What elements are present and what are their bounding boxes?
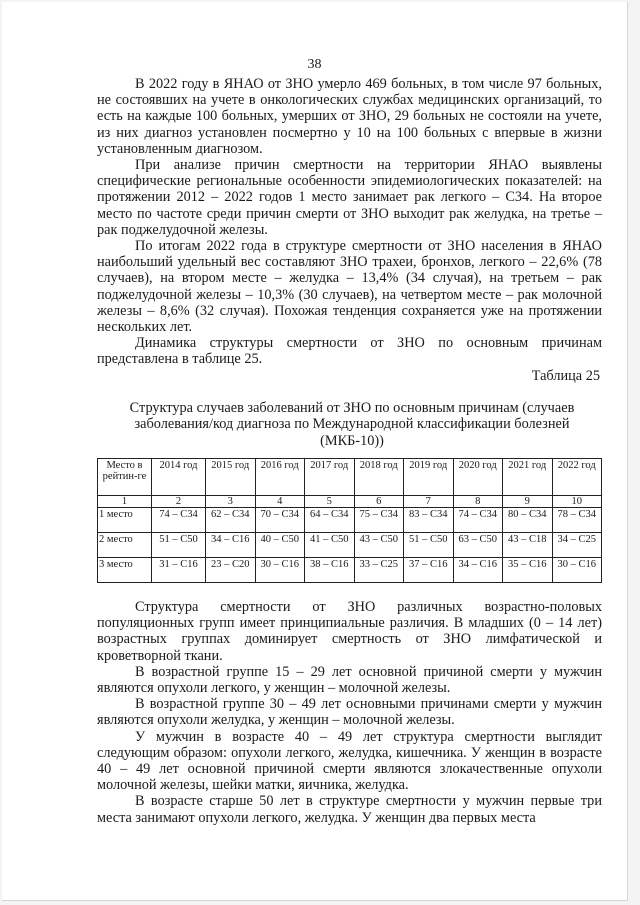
table-header-cell: 2021 год [503,459,553,496]
table-cell: 80 – С34 [503,508,553,533]
table-cell: 62 – С34 [206,508,256,533]
table-header-cell: 2015 год [206,459,256,496]
table-cell: 64 – С34 [305,508,355,533]
column-number: 1 [98,496,152,508]
column-number: 7 [404,496,454,508]
paragraph: При анализе причин смертности на территории ЯНАО выявлены специфические региональные особенности эпидемиологических показателей: на протяжении 2012 – 2022 годов 1 место занимает рак легкого – С34. На второе место по частоте среди причин смерти от ЗНО выходит рак желудка, на третье – рак поджелудочной железы. [97,157,602,238]
table-header-row [98,459,602,496]
paragraph: Структура смертности от ЗНО различных возрастно-половых популяционных групп имеет принципиальные различия. В младших (0 – 14 лет) возрастных группах доминирует смертность от ЗНО лимфатической и кроветворной ткани. [97,599,602,664]
table-cell: 51 – С50 [152,533,206,558]
table-header-cell: 2019 год [404,459,454,496]
table-row [98,533,602,558]
paragraph: В возрастной группе 30 – 49 лет основными причинами смерти у мужчин являются опухоли желудка, у женщин – молочной железы. [97,696,602,729]
column-number-row [98,496,602,508]
column-number: 2 [152,496,206,508]
text-block-bottom [97,599,602,826]
table-header-cell: 2014 год [152,459,206,496]
table-title: Структура случаев заболеваний от ЗНО по основным причинам (случаев заболевания/код диагноза по Международной классификации болезней (МКБ-10)) [129,400,575,449]
table-cell-place: 1 место [98,508,152,533]
table-cell: 63 – С50 [453,533,503,558]
page-number: 38 [307,57,322,72]
table-cell: 78 – С34 [552,508,602,533]
text-block-top [97,76,602,368]
paragraph: У мужчин в возрасте 40 – 49 лет структура смертности выглядит следующим образом: опухоли легкого, желудка, кишечника. У женщин в возрасте 40 – 49 лет основной причиной смерти являются злокачественные опухоли молочной железы, шейки матки, яичника, желудка. [97,728,602,794]
table-cell: 51 – С50 [404,533,454,558]
table-cell: 43 – С18 [503,533,553,558]
table-label: Таблица 25 [531,368,600,384]
paragraph: В возрастной группе 15 – 29 лет основной причиной смерти у мужчин являются опухоли легкого, у женщин – молочной железы. [97,663,602,697]
column-number: 5 [305,496,355,508]
mortality-table [97,458,602,583]
table-cell: 34 – С16 [453,558,503,583]
document-page [2,2,628,901]
table-cell: 34 – С25 [552,533,602,558]
table-row [98,558,602,583]
table-cell: 34 – С16 [206,533,256,558]
table-cell: 38 – С16 [305,558,355,583]
table-cell: 43 – С50 [354,533,404,558]
column-number: 6 [354,496,404,508]
table-cell: 74 – С34 [152,508,206,533]
column-number: 3 [206,496,256,508]
table-cell-place: 3 место [98,558,152,583]
table-header-cell: 2018 год [354,459,404,496]
column-number: 9 [503,496,553,508]
table-row [98,508,602,533]
table-header-cell: Место в рейтин-ге [98,459,152,496]
table-cell: 70 – С34 [255,508,305,533]
table-cell: 74 – С34 [453,508,503,533]
table-header-cell: 2020 год [453,459,503,496]
paragraph: В возрасте старше 50 лет в структуре смертности у мужчин первые три места занимают опухоли легкого, желудка. У женщин два первых места [97,793,602,826]
table-cell: 37 – С16 [404,558,454,583]
table-header-cell: 2017 год [305,459,355,496]
paragraph: По итогам 2022 года в структуре смертности от ЗНО населения в ЯНАО наибольший удельный вес составляют ЗНО трахеи, бронхов, легкого – 22,6% (78 случаев), на втором месте – желудка – 13,4% (34 случая), на третьем – рак поджелудочной железы – 10,3% (30 случаев), на четвертом месте – рак молочной железы – 8,6% (32 случая). Похожая тенденция сохраняется уже на протяжении нескольких лет. [97,238,602,336]
table-cell: 40 – С50 [255,533,305,558]
table-cell: 23 – С20 [206,558,256,583]
table-cell: 31 – С16 [152,558,206,583]
table-cell: 35 – С16 [503,558,553,583]
column-number: 8 [453,496,503,508]
table-cell: 41 – С50 [305,533,355,558]
table-cell: 75 – С34 [354,508,404,533]
table-header-cell: 2022 год [552,459,602,496]
table-header-cell: 2016 год [255,459,305,496]
paragraph: В 2022 году в ЯНАО от ЗНО умерло 469 больных, в том числе 97 больных, не состоявших на учете в онкологических службах медицинских организаций, то есть на каждые 100 больных, умерших от ЗНО, 29 больных не состояли на учете, из них диагноз установлен посмертно у 10 на 100 больных с впервые в жизни установленным диагнозом. [97,76,602,157]
table-cell-place: 2 место [98,533,152,558]
column-number: 4 [255,496,305,508]
column-number: 10 [552,496,602,508]
paragraph: Динамика структуры смертности от ЗНО по основным причинам представлена в таблице 25. [97,335,602,368]
table-cell: 83 – С34 [404,508,454,533]
table-cell: 30 – С16 [552,558,602,583]
table-cell: 30 – С16 [255,558,305,583]
table-cell: 33 – С25 [354,558,404,583]
